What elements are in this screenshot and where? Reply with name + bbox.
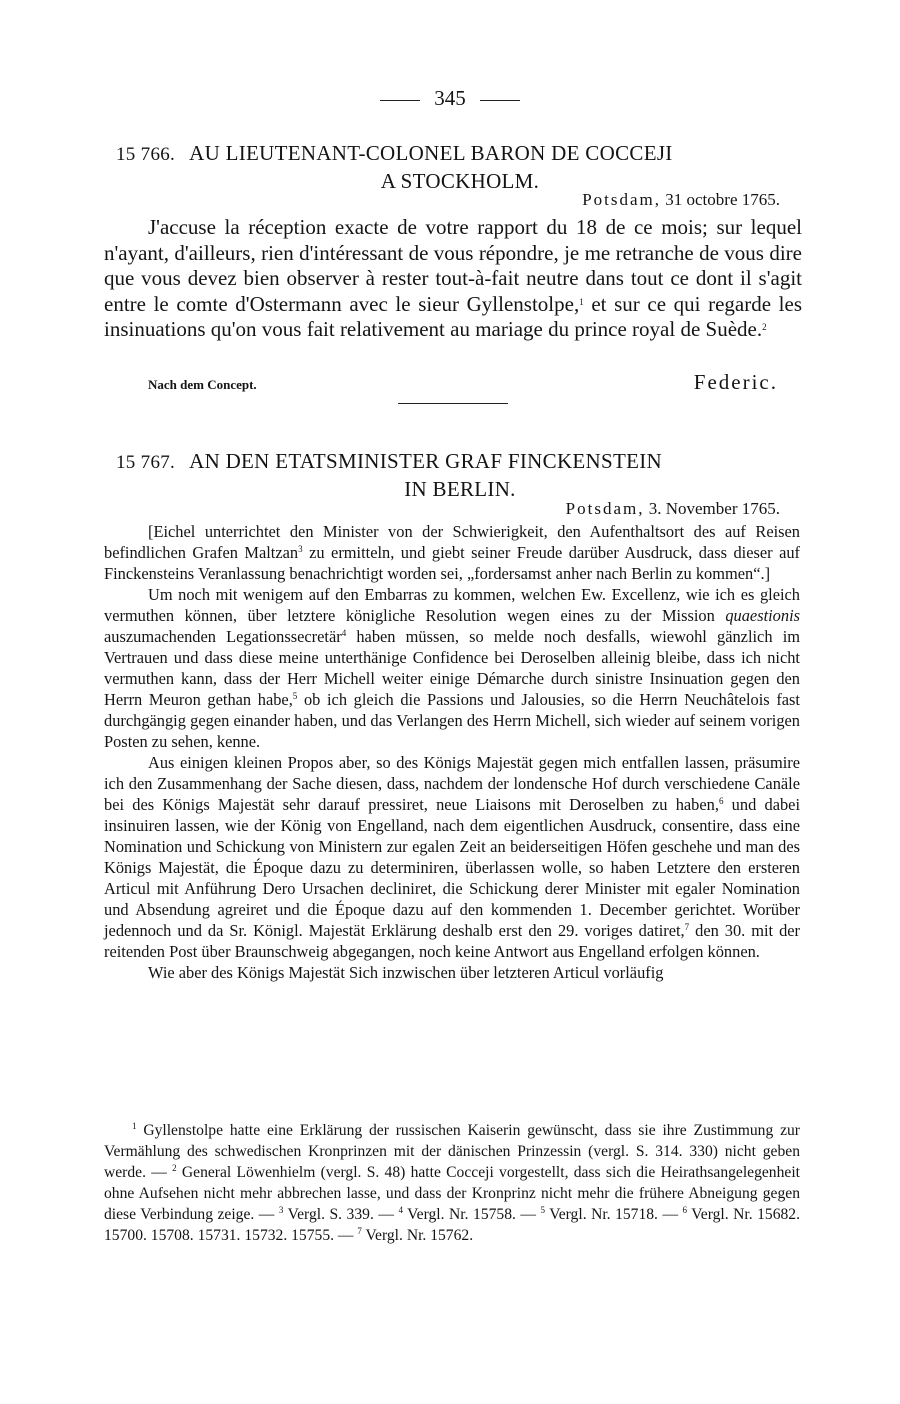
footnote-marker-3: 3 xyxy=(278,1205,284,1215)
page-header xyxy=(0,86,900,111)
footnote-block xyxy=(104,1120,800,1246)
summary-text-a: [Eichel unterrichtet den Minister von der Schwierigkeit, den Aufenthaltsort des auf Reisen befindlichen Grafen Maltzan xyxy=(104,522,800,562)
letter1-body xyxy=(104,215,802,343)
letter2-paragraph-3 xyxy=(104,962,800,983)
letter2-dateline xyxy=(566,499,780,519)
p1-text-c: haben müssen, so melde noch desfalls, wiewohl gänzlich im Vertrauen und dass diese meine unterthänige Confidence bei Deroselben alleinig bleibe, dass ich nicht vermuthen kann, dass der Herr Michell weiter einige Démarche durch sinistre Insinuation gegen den Herrn Meuron gethan habe, xyxy=(104,627,800,709)
footnote-3: Vergl. S. 339. — xyxy=(283,1206,399,1223)
footnote-5: Vergl. Nr. 15718. — xyxy=(544,1206,683,1223)
section-divider xyxy=(398,403,508,404)
letter1-paragraph xyxy=(104,215,802,343)
footnote-marker-7: 7 xyxy=(357,1226,362,1236)
footnotes xyxy=(104,1120,800,1246)
letter1-number: 15 766. xyxy=(116,144,176,165)
footnote-ref-2[interactable]: 2 xyxy=(762,322,767,332)
footnote-6: Vergl. Nr. 15682. 15700. 15708. 15731. 15732. 15755. — xyxy=(104,1206,800,1244)
footnote-ref-4[interactable]: 4 xyxy=(341,628,347,638)
letter2-heading-line2: IN BERLIN. xyxy=(404,477,516,501)
letter1-heading-line2: A STOCKHOLM. xyxy=(380,169,540,193)
header-dash-right xyxy=(480,100,520,101)
letter1-text-cont: et sur ce qui regarde les insinuations qu'on vous fait relativement au mariage du prince royal de Suède. xyxy=(104,291,802,341)
letter2-paragraph-2 xyxy=(104,752,800,962)
p1-text-a: Um noch mit wenigem auf den Embarras zu kommen, welchen Ew. Excellenz, wie ich es gleich vermuthen können, über letztere königliche Resolution wegen eines zu der Mission xyxy=(104,585,800,625)
summary-text-b: zu ermitteln, und giebt seiner Freude darüber Ausdruck, dass dieser auf Finckensteins Veranlassung benachrichtigt worden sei, „fordersamst anher nach Berlin zu kommen“.] xyxy=(104,543,800,583)
letter1-source-note: Nach dem Concept. xyxy=(148,377,257,392)
footnote-ref-7[interactable]: 7 xyxy=(684,922,690,932)
footnote-2: General Löwenhielm (vergl. S. 48) hatte Cocceji vorgestellt, dass sich die Heirathsangelegenheit ohne Aufsehen nicht mehr abbrechen lasse, und dass der Kronprinz nicht mehr die frühere Abneigung gegen diese Verbindung zeige. — xyxy=(104,1164,800,1223)
letter2-summary xyxy=(104,521,800,584)
header-dash-left xyxy=(380,100,420,101)
letter1-heading xyxy=(100,140,800,195)
letter2-date: 3. November 1765. xyxy=(648,499,780,518)
page-number: 345 xyxy=(434,86,466,110)
footnote-ref-1[interactable]: 1 xyxy=(579,296,584,307)
p3-text: Wie aber des Königs Majestät Sich inzwischen über letzteren Articul vorläufig xyxy=(148,963,664,982)
letter2-heading-line1: AN DEN ETATSMINISTER GRAF FINCKENSTEIN xyxy=(189,449,662,473)
footnote-ref-5[interactable]: 5 xyxy=(292,691,298,701)
footnote-1: Gyllenstolpe hatte eine Erklärung der russischen Kaiserin gewünscht, dass sie ihre Zustimmung zur Vermählung des schwedischen Kronprinzen mit der dänischen Prinzessin (vergl. S. 314. 330) nicht geben werde. — xyxy=(104,1122,800,1181)
footnote-marker-4: 4 xyxy=(398,1205,403,1215)
footnote-ref-3[interactable]: 3 xyxy=(298,544,303,554)
letter1-signature: Federic. xyxy=(693,370,778,394)
letter2-body xyxy=(104,521,800,983)
letter2-heading xyxy=(100,448,800,503)
p1-text-b: auszumachenden Legationssecretär xyxy=(104,627,342,646)
footnote-ref-6[interactable]: 6 xyxy=(718,796,724,806)
footnote-marker-6: 6 xyxy=(682,1205,688,1215)
p2-text-c: den 30. mit der reitenden Post über Braunschweig abgegangen, noch keine Antwort aus Engelland erfolgen können. xyxy=(104,921,800,961)
letter2-number: 15 767. xyxy=(116,452,176,473)
letter1-text: J'accuse la réception exacte de votre rapport du 18 de ce mois; sur lequel n'ayant, d'ailleurs, rien d'intéressant de vous répondre, je me retranche de vous dire que vous devez bien observer à rester tout-à-fait neutre dans tout ce dont il s'agit entre le comte d'Ostermann avec le sieur Gyllenstolpe, xyxy=(104,215,802,316)
letter2-paragraph-1 xyxy=(104,584,800,752)
letter1-heading-line1: AU LIEUTENANT-COLONEL BARON DE COCCEJI xyxy=(189,141,673,165)
letter2-place: Potsdam, xyxy=(565,499,645,518)
letter1-date: 31 octobre 1765. xyxy=(665,190,780,209)
p1-italic: quaestionis xyxy=(725,606,800,625)
footnote-marker-1: 1 xyxy=(132,1121,137,1131)
letter1-place: Potsdam, xyxy=(582,190,662,209)
footnote-marker-2: 2 xyxy=(172,1163,177,1173)
footnote-4: Vergl. Nr. 15758. — xyxy=(402,1206,541,1223)
footnote-7: Vergl. Nr. 15762. xyxy=(361,1227,474,1244)
letter1-dateline xyxy=(582,190,780,210)
p1-text-d: ob ich gleich die Passions und Jalousies, so die Herrn Neuchâtelois fast durchgängig gegen einander haben, und das Verlangen des Herrn Michell, sich wieder auf seinem vorigen Posten zu sehen, kenne. xyxy=(104,690,800,751)
footnote-marker-5: 5 xyxy=(540,1205,545,1215)
p2-text-b: und dabei insinuiren lassen, wie der König von Engelland, nach dem eigentlichen Ausdruck, consentire, dass eine Nomination und Schickung von Ministern zur egalen Zeit an beiderseitigen Höfen geschehe und man des Königs Majestät, die Époque dazu zu determiniren, überlassen wolle, so haben Letztere den ersteren Articul mit Anführung Dero Ursachen decliniret, die Schickung derer Minister mit egaler Nomination und Absendung agreiret und die Époque dazu auf den kommenden 1. December gerichtet. Worüber jedennoch und da Sr. Königl. Majestät Erklärung deshalb erst den 29. voriges datiret, xyxy=(104,795,801,940)
p2-text-a: Aus einigen kleinen Propos aber, so des Königs Majestät gegen mich entfallen lassen, präsumire ich den Zusammenhang der Sache diesen, dass, nachdem der londensche Hof durch verschiedene Canäle bei des Königs Majestät sehr darauf pressiret, neue Liaisons mit Deroselben zu haben, xyxy=(104,753,800,814)
